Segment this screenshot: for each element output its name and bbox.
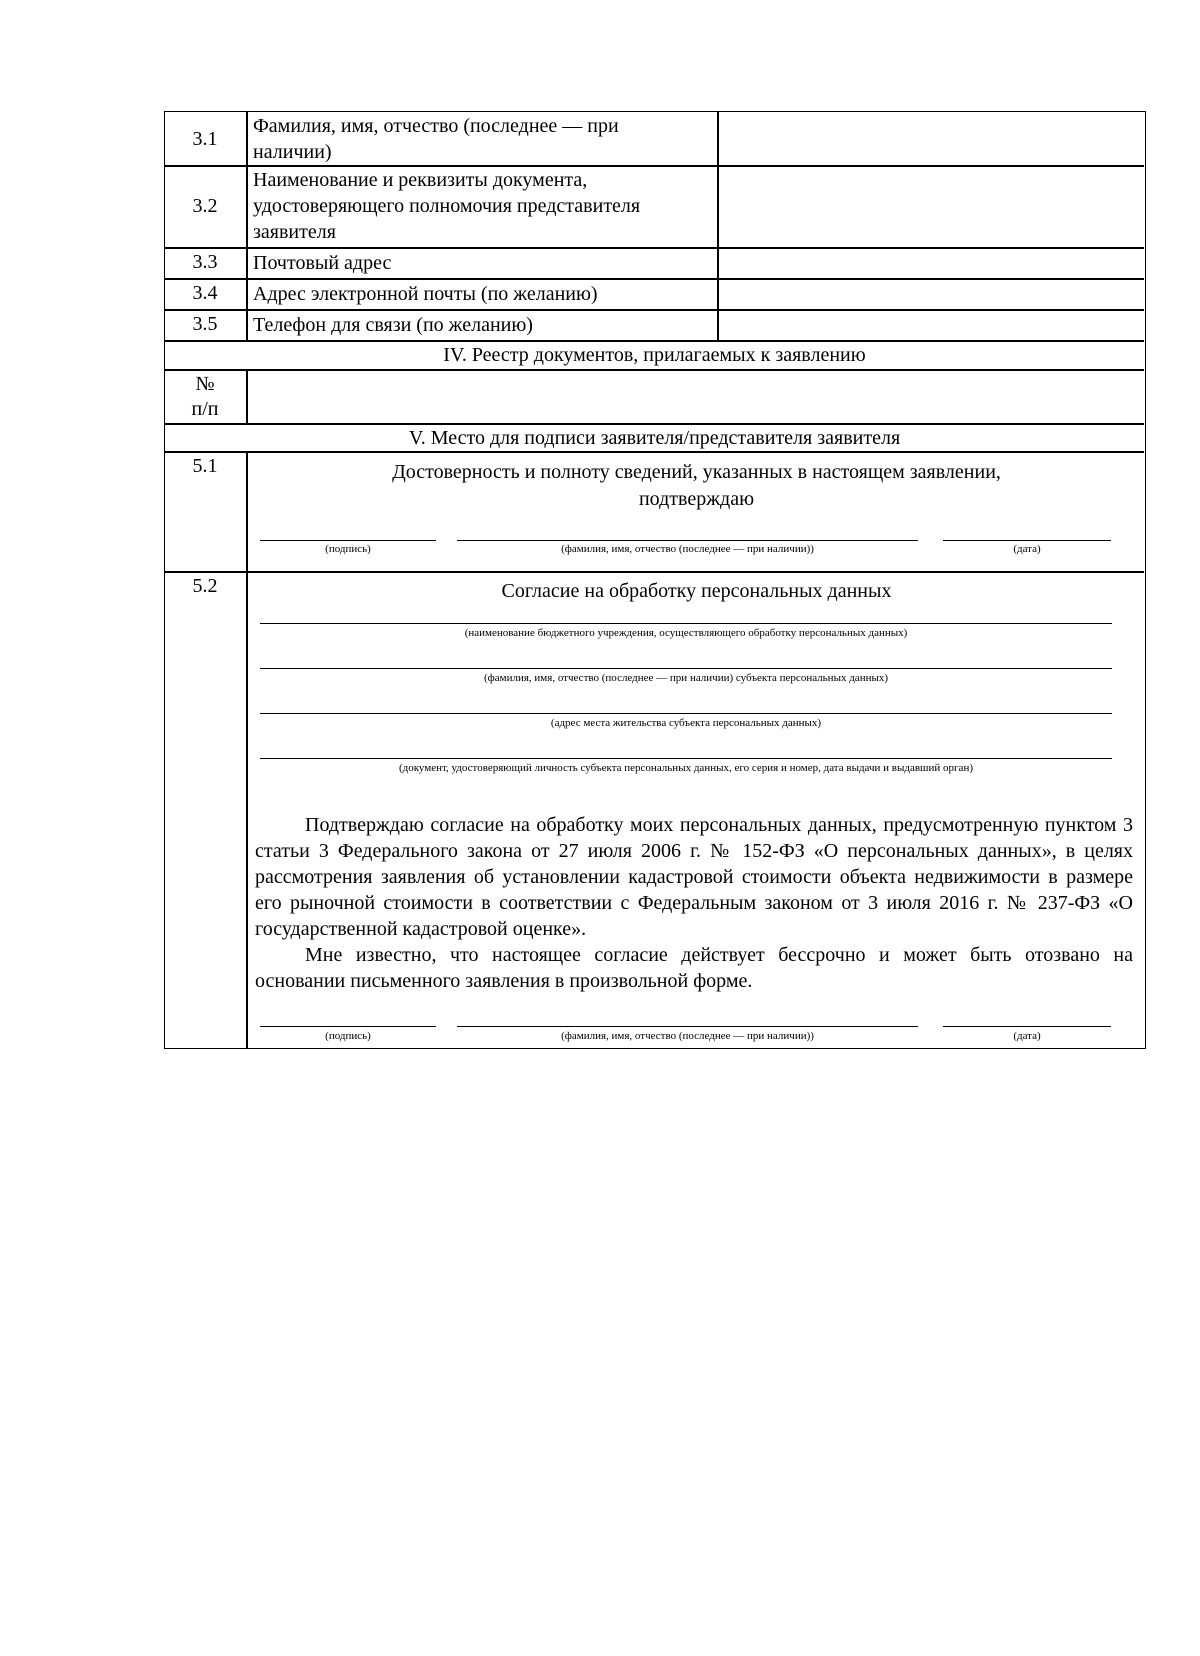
fio-caption: (фамилия, имя, отчество (последнее — при наличии)) — [561, 1030, 814, 1042]
field-label: удостоверяющего полномочия представителя — [253, 195, 641, 217]
row-divider — [165, 571, 1144, 573]
consent-title: Согласие на обработку персональных данных — [501, 580, 892, 602]
field-label: наличии) — [253, 141, 332, 163]
column-divider — [246, 369, 248, 423]
row-divider — [165, 309, 1144, 311]
row-number: 3.1 — [192, 128, 218, 150]
row-number: 3.2 — [192, 195, 218, 217]
subject-address-line[interactable] — [260, 713, 1112, 714]
column-divider — [717, 112, 719, 340]
email-value-cell[interactable] — [725, 281, 1135, 307]
col-num-header: п/п — [191, 398, 219, 420]
row-number: 3.4 — [192, 282, 218, 304]
subject-fio-line[interactable] — [260, 668, 1112, 669]
confirmation-text: Достоверность и полноту сведений, указанных в настоящем заявлении, — [392, 461, 1001, 483]
date-line[interactable] — [943, 1026, 1111, 1027]
application-form-table — [164, 111, 1146, 1049]
institution-caption: (наименование бюджетного учреждения, осуществляющего обработку персональных данных) — [464, 627, 908, 639]
row-divider — [165, 369, 1144, 371]
field-label: Почтовый адрес — [253, 252, 392, 274]
row-divider — [165, 451, 1144, 453]
fio-caption: (фамилия, имя, отчество (последнее — при наличии)) — [561, 543, 814, 555]
row-number: 3.5 — [192, 313, 218, 335]
field-label: Телефон для связи (по желанию) — [253, 314, 533, 336]
institution-line[interactable] — [260, 623, 1112, 624]
section-iv-title: IV. Реестр документов, прилагаемых к заявлению — [443, 344, 866, 366]
column-divider — [246, 451, 248, 1048]
document-value-cell[interactable] — [725, 168, 1135, 244]
row-number: 5.2 — [192, 575, 218, 597]
signature-line[interactable] — [260, 540, 436, 541]
date-caption: (дата) — [1013, 1030, 1041, 1042]
identity-document-caption: (документ, удостоверяющий личность субъекта персональных данных, его серия и номер, дата выдачи и выдавший орган) — [398, 762, 973, 774]
fio-value-cell[interactable] — [725, 114, 1135, 162]
postal-address-value-cell[interactable] — [725, 250, 1135, 276]
row-divider — [165, 278, 1144, 280]
date-caption: (дата) — [1013, 543, 1041, 555]
row-number: 5.1 — [192, 455, 218, 477]
field-label: Фамилия, имя, отчество (последнее — при — [253, 115, 619, 137]
confirmation-text: подтверждаю — [638, 488, 755, 510]
row-divider — [165, 247, 1144, 249]
field-label: Наименование и реквизиты документа, — [253, 169, 588, 191]
consent-paragraph: Подтверждаю согласие на обработку моих персональных данных, предусмотренную пунктом 3 статьи 3 Федерального закона от 27 июля 2006 г. № 152-ФЗ «О персональных данных», в целях рассмотрения заявления об установлении кадастровой стоимости объекта недвижимости в размере его рыночной стоимости в соответствии с Федеральным законом от 3 июля 2016 г. № 237-ФЗ «О государственной кадастровой оценке». — [255, 814, 1133, 940]
identity-document-line[interactable] — [260, 758, 1112, 759]
documents-register-cell[interactable] — [255, 374, 1135, 420]
field-label: Адрес электронной почты (по желанию) — [253, 283, 598, 305]
consent-paragraph: Мне известно, что настоящее согласие действует бессрочно и может быть отозвано на основании письменного заявления в произвольной форме. — [255, 944, 1133, 992]
signature-caption: (подпись) — [325, 1030, 371, 1042]
col-num-header: № — [195, 373, 215, 395]
fio-line[interactable] — [457, 540, 918, 541]
phone-value-cell[interactable] — [725, 312, 1135, 338]
date-line[interactable] — [943, 540, 1111, 541]
subject-address-caption: (адрес места жительства субъекта персональных данных) — [550, 717, 822, 729]
signature-line[interactable] — [260, 1026, 436, 1027]
signature-caption: (подпись) — [325, 543, 371, 555]
subject-fio-caption: (фамилия, имя, отчество (последнее — при наличии) субъекта персональных данных) — [483, 672, 889, 684]
section-v-title: V. Место для подписи заявителя/представителя заявителя — [408, 427, 901, 449]
column-divider — [246, 112, 248, 340]
fio-line[interactable] — [457, 1026, 918, 1027]
row-number: 3.3 — [192, 251, 218, 273]
field-label: заявителя — [253, 221, 336, 243]
